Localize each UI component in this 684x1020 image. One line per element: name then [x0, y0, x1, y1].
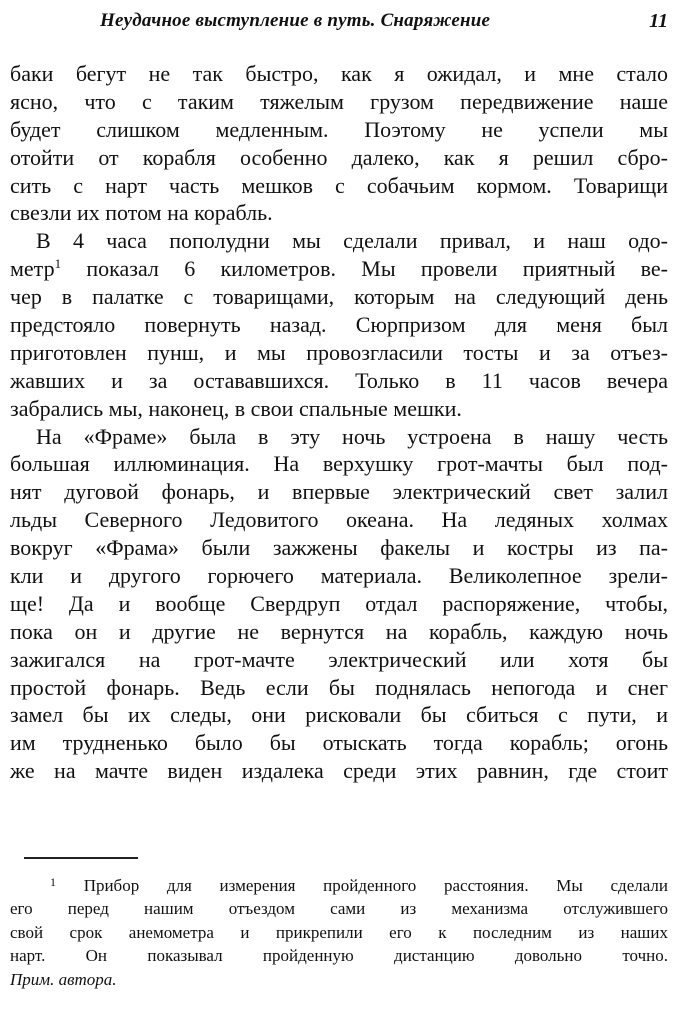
text-line: баки бегут не так быстро, как я ожидал, и мне стало — [10, 61, 668, 86]
text-line: же на мачте виден издалека среди этих равнин, где стоит — [10, 758, 668, 784]
footnote-line — [10, 874, 668, 897]
page-header — [100, 10, 668, 40]
text-line: жавших и за остававшихся. Только в 11 часов вечера — [10, 367, 668, 393]
text-line: зажигался на грот-мачте электрический или хотя бы — [10, 646, 668, 672]
text-line: пока он и другие не вернутся на корабль, каждую ночь — [10, 618, 668, 644]
text-line: замел бы их следы, они рисковали бы сбиться с пути, и — [10, 702, 668, 728]
footnote — [10, 874, 668, 991]
text-line: свезли их потом на корабль. — [10, 200, 273, 226]
text-line: отойти от корабля особенно далеко, как я решил сбро- — [10, 144, 668, 170]
text-line: большая иллюминация. На верхушку грот-мачты был под- — [10, 451, 668, 477]
text-line: забрались мы, наконец, в свои спальные мешки. — [10, 395, 462, 421]
text-line: льды Северного Ледовитого океана. На ледяных холмах — [10, 507, 668, 533]
text-line: ясно, что с таким тяжелым грузом передвижение наше — [10, 88, 668, 114]
text-line: ще! Да и вообще Свердруп отдал распоряжение, чтобы, — [10, 590, 668, 616]
body-text — [10, 60, 668, 785]
footnote-line: его перед нашим отъездом сами из механизма отслужившего — [10, 899, 668, 919]
footnote-attribution: Прим. автора. — [10, 969, 117, 989]
text-line: кли и другого горючего материала. Великолепное зрели- — [10, 563, 668, 589]
text-line: чер в палатке с товарищами, которым на следующий день — [10, 284, 668, 310]
text-line: будет слишком медленным. Поэтому не успели мы — [10, 116, 668, 142]
text-line: нят дуговой фонарь, и впервые электрический свет залил — [10, 479, 668, 505]
text-line: вокруг «Фрама» были зажжены факелы и костры из па- — [10, 535, 668, 561]
text-line: На «Фраме» была в эту ночь устроена в нашу честь — [36, 423, 668, 449]
footnote-line — [10, 968, 668, 991]
text-line: предстояло повернуть назад. Сюрпризом для меня был — [10, 312, 668, 338]
footnote-ref: 1 — [54, 256, 62, 272]
footnote-text: Прибор для измерения пройденного расстояния. Мы сделали — [83, 876, 668, 895]
text-line: приготовлен пунш, и мы провозгласили тосты и за отъез- — [10, 339, 668, 365]
text-line: им трудненько было бы отыскать тогда корабль; огонь — [10, 730, 668, 756]
paragraph — [10, 227, 668, 422]
page-number: 11 — [649, 10, 668, 32]
text-line: простой фонарь. Ведь если бы поднялась непогода и снег — [10, 674, 668, 700]
paragraph — [10, 60, 668, 227]
text-fragment: показал 6 километров. Мы провели приятный ве- — [86, 256, 668, 282]
text-line-with-footnote — [10, 255, 668, 283]
running-head: Неудачное выступление в путь. Снаряжение — [100, 10, 491, 31]
word: метр — [10, 256, 55, 282]
footnote-marker: 1 — [50, 875, 56, 889]
paragraph — [10, 423, 668, 786]
text-line: сить с нарт часть мешков с собачьим кормом. Товарищи — [10, 172, 668, 198]
footnote-line: нарт. Он показывал пройденную дистанцию довольно точно. — [10, 946, 668, 966]
text-line: В 4 часа пополудни мы сделали привал, и наш одо- — [36, 228, 668, 254]
footnote-divider — [24, 857, 138, 859]
footnote-line: свой срок анемометра и прикрепили его к последним из наших — [10, 922, 668, 942]
